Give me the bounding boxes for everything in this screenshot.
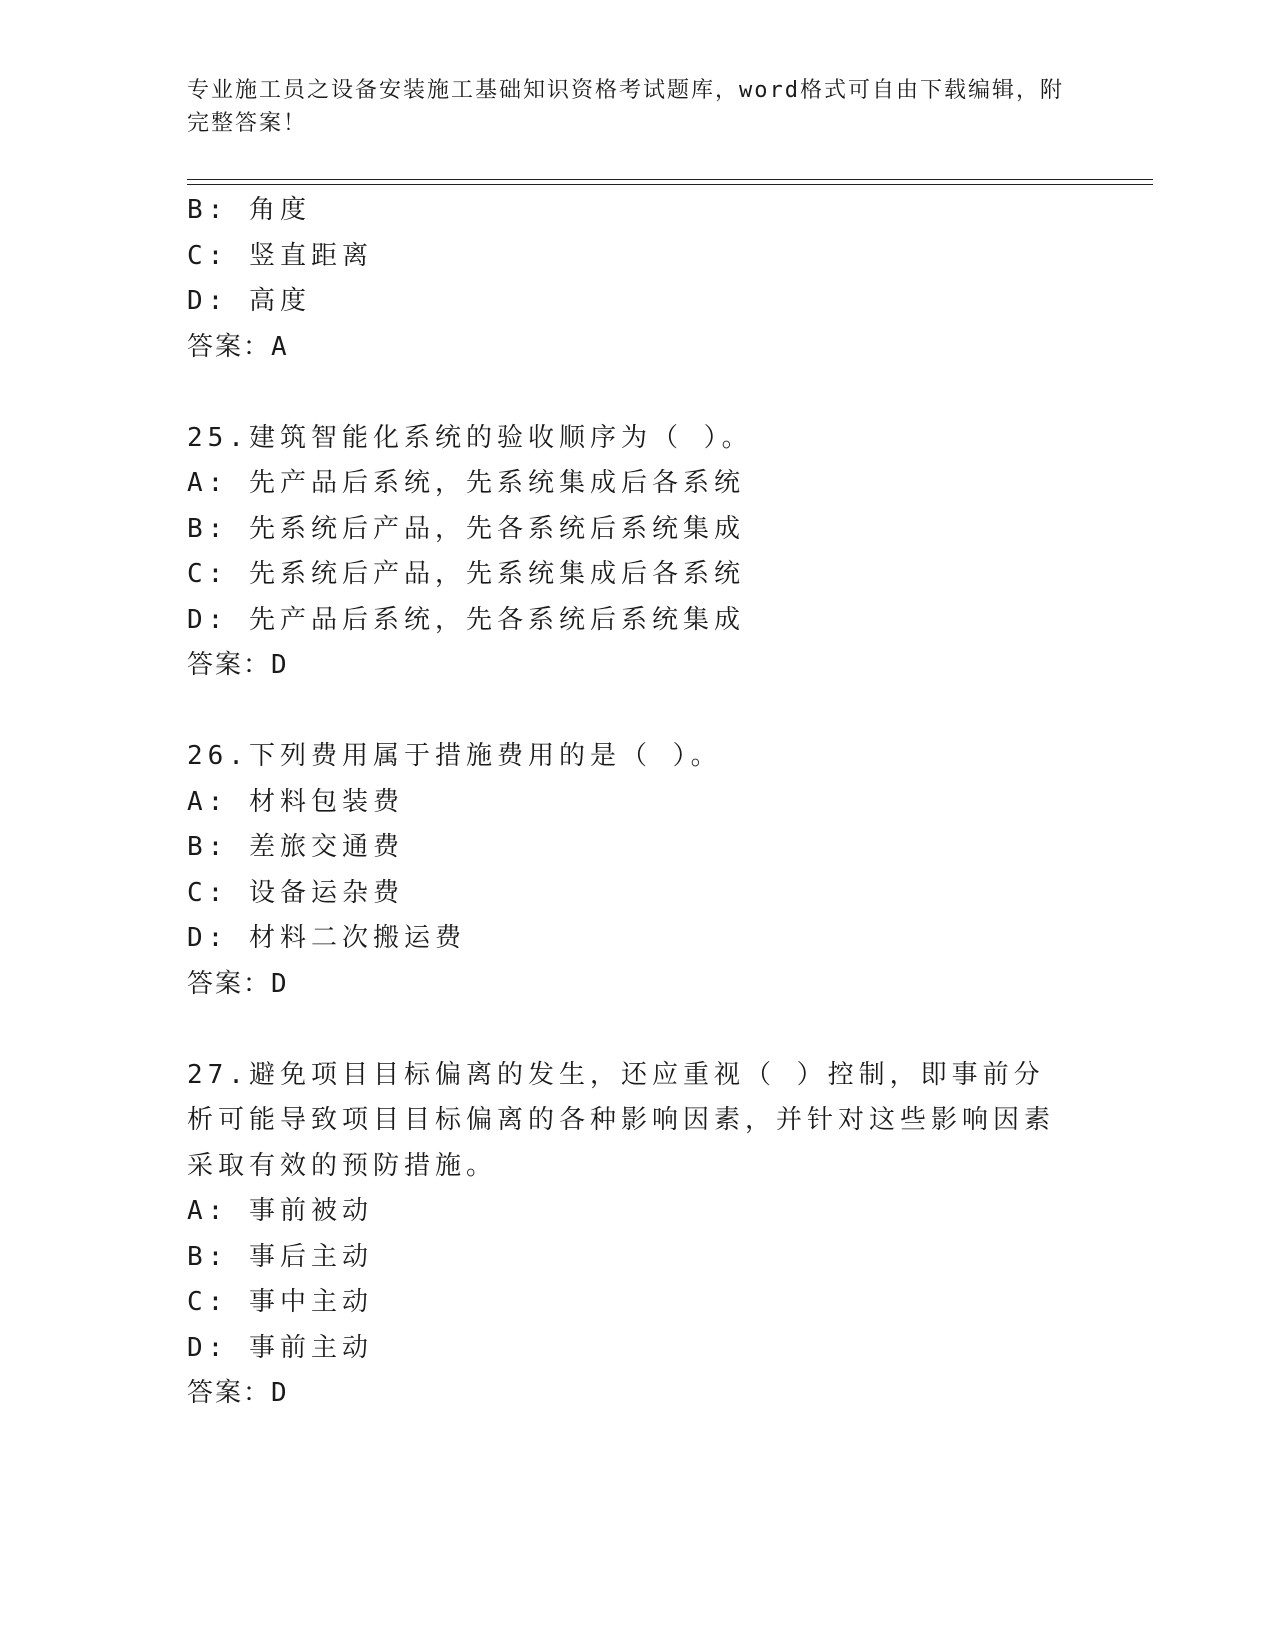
option-b: B: 事后主动 — [187, 1241, 373, 1272]
option-a: A: 先产品后系统，先系统集成后各系统 — [187, 468, 745, 498]
option-c: C: 设备运杂费 — [187, 877, 404, 908]
spacer — [187, 370, 1087, 416]
question-block-25 — [187, 416, 1087, 689]
option-b: B: 差旅交通费 — [187, 832, 404, 862]
question-block-26 — [187, 734, 1087, 1007]
option-d: D: 材料二次搬运费 — [187, 923, 466, 953]
question-block-27 — [187, 1053, 1087, 1417]
option-c: C: 先系统后产品，先系统集成后各系统 — [187, 559, 745, 589]
option-b: B: 角度 — [187, 195, 311, 225]
option-d: D: 事前主动 — [187, 1332, 373, 1363]
answer-line: 答案：D — [187, 1378, 289, 1408]
document-header: 专业施工员之设备安装施工基础知识资格考试题库，word格式可自由下载编辑，附完整答案！ — [187, 78, 1064, 136]
spacer — [187, 689, 1087, 735]
question-block-prev — [187, 188, 1087, 370]
question-stem: 27.避免项目目标偏离的发生，还应重视（ ）控制，即事前分析可能导致项目目标偏离的各种影响因素，并针对这些影响因素采取有效的预防措施。 — [187, 1059, 1056, 1181]
option-c: C: 竖直距离 — [187, 240, 373, 271]
option-d: D: 高度 — [187, 286, 311, 316]
header-divider-bottom — [187, 184, 1153, 185]
question-stem: 25.建筑智能化系统的验收顺序为（ ）。 — [187, 422, 753, 453]
answer-line: 答案：D — [187, 650, 289, 680]
spacer — [187, 1007, 1087, 1053]
option-b: B: 先系统后产品，先各系统后系统集成 — [187, 513, 745, 544]
option-d: D: 先产品后系统，先各系统后系统集成 — [187, 604, 745, 635]
option-c: C: 事中主动 — [187, 1287, 373, 1317]
question-stem: 26.下列费用属于措施费用的是（ ）。 — [187, 741, 722, 771]
header-divider-top — [187, 179, 1153, 180]
answer-line: 答案：A — [187, 331, 289, 362]
option-a: A: 事前被动 — [187, 1196, 373, 1226]
question-list — [187, 188, 1087, 1417]
answer-line: 答案：D — [187, 968, 289, 999]
option-a: A: 材料包装费 — [187, 786, 404, 817]
